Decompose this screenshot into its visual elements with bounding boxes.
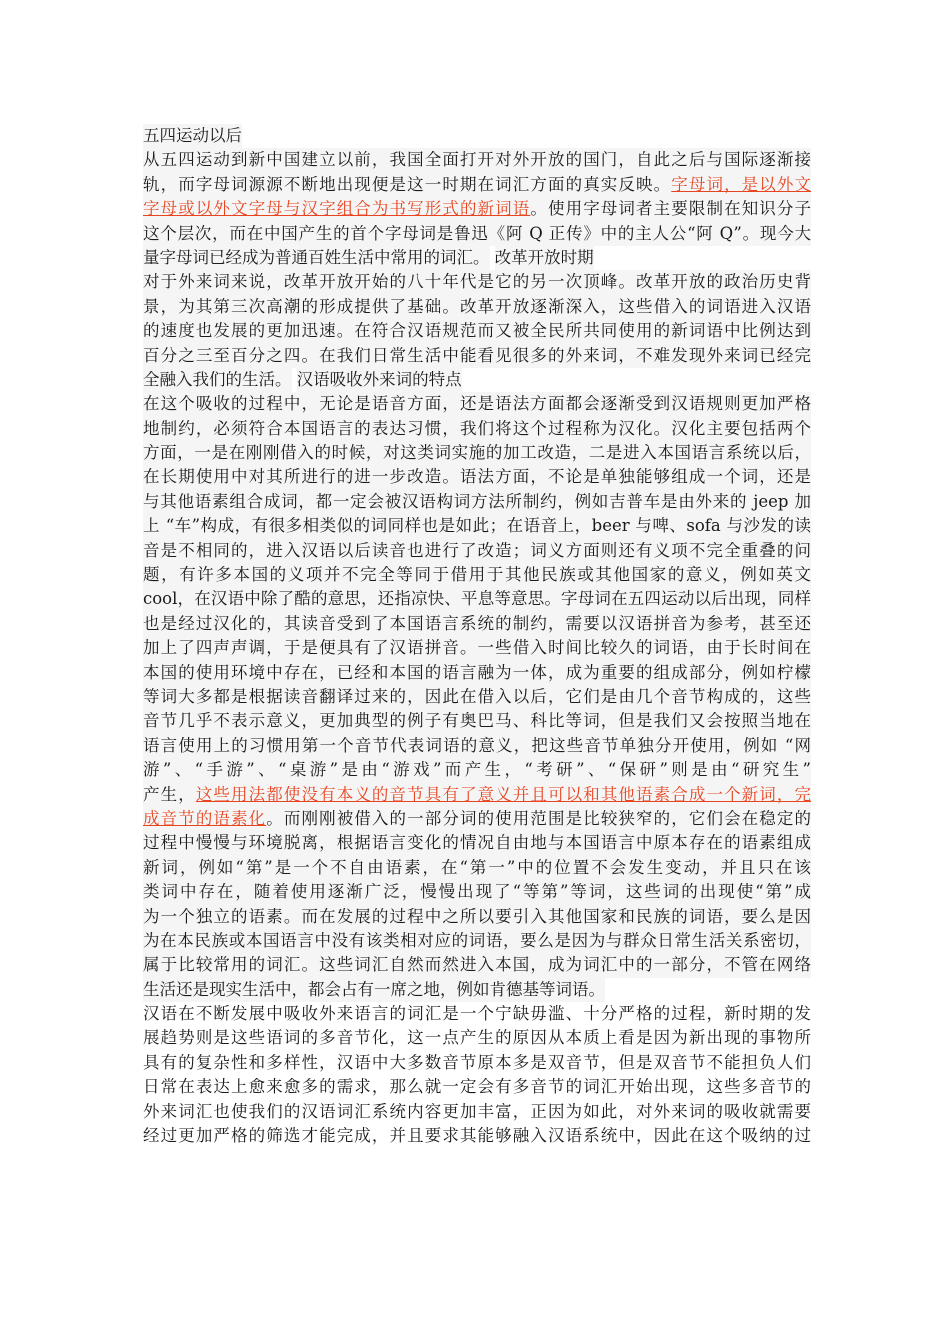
highlighted-sentence: 这些用法都使没有本义的音节具有了意义并且可以和其他语素合成一个新词，完 — [195, 784, 811, 804]
highlighted-definition: 字母或以外文字母与汉字组合为书写形式的新词语 — [143, 199, 531, 219]
text-run: 。而刚刚被借入的一部分词的使用范围是比较狭窄的，它们会在稳定的 — [266, 808, 811, 828]
document-body — [143, 124, 811, 1148]
paragraph-line: 在长期使用中对其所进行的进一步改造。语法方面，不论是单独能够组成一个词，还是 — [143, 465, 811, 489]
paragraph-line: 上 “车”构成，有很多相类似的词同样也是如此；在语音上，beer 与啤、sofa 与沙发的读 — [143, 514, 811, 538]
text-run: 轨，而字母词源源不断地出现便是这一时期在词汇方面的真实反映。 — [143, 174, 672, 194]
paragraph-line: 展趋势则是这些语词的多音节化，这一点产生的原因从本质上看是因为新出现的事物所 — [143, 1026, 811, 1050]
section-heading: 汉语吸收外来词的特点 — [297, 368, 462, 392]
paragraph-line: 汉语在不断发展中吸收外来语言的词汇是一个宁缺毋滥、十分严格的过程，新时期的发 — [143, 1002, 811, 1026]
paragraph-line: 加上了四声声调，于是便具有了汉语拼音。一些借入时间比较久的词语，由于长时间在 — [143, 636, 811, 660]
paragraph-line — [143, 783, 811, 807]
paragraph-line: 为一个独立的语素。而在发展的过程中之所以要引入其他国家和民族的词语，要么是因 — [143, 905, 811, 929]
paragraph-line: 游”、“手游”、“桌游”是由“游戏”而产生，“考研”、“保研”则是由“研究生” — [143, 758, 811, 782]
text-run: 。使用字母词者主要限制在知识分子 — [530, 199, 811, 219]
paragraph-line: 新词，例如“第”是一个不自由语素，在“第一”中的位置不会发生变动，并且只在该 — [143, 856, 811, 880]
paragraph-line — [143, 807, 811, 831]
paragraph-line: 全融入我们的生活。 — [143, 368, 292, 392]
paragraph-line: 为在本民族或本国语言中没有该类相对应的词语，要么是因为与群众日常生活关系密切， — [143, 929, 811, 953]
paragraph-line: 具有的复杂性和多样性，汉语中大多数音节原本多是双音节，但是双音节不能担负人们 — [143, 1051, 811, 1075]
paragraph-line: 对于外来词来说，改革开放开始的八十年代是它的另一次顶峰。改革开放的政治历史背 — [143, 270, 811, 294]
paragraph-line: 在这个吸收的过程中，无论是语音方面，还是语法方面都会逐渐受到汉语规则更加严格 — [143, 392, 811, 416]
paragraph-line: 地制约，必须符合本国语言的表达习惯，我们将这个过程称为汉化。汉化主要包括两个 — [143, 417, 811, 441]
highlighted-definition: 字母词，是以外文 — [671, 174, 811, 194]
paragraph-line: 本国的使用环境中存在，已经和本国的语言融为一体，成为重要的组成部分，例如柠檬 — [143, 661, 811, 685]
paragraph-line: cool，在汉语中除了酷的意思，还指凉快、平息等意思。字母词在五四运动以后出现，同样 — [143, 587, 811, 611]
text-run: 产生， — [143, 784, 196, 804]
paragraph-line: 从五四运动到新中国建立以前，我国全面打开对外开放的国门，自此之后与国际逐渐接 — [143, 148, 811, 172]
section-heading: 五四运动以后 — [143, 124, 242, 148]
paragraph-line: 生活还是现实生活中，都会占有一席之地，例如肯德基等词语。 — [143, 978, 605, 1002]
paragraph-line: 的速度也发展的更加迅速。在符合汉语规范而又被全民所共同使用的新词语中比例达到 — [143, 319, 811, 343]
paragraph-line: 过程中慢慢与环境脱离，根据语言变化的情况自由地与本国语言中原本存在的语素组成 — [143, 831, 811, 855]
section-heading: 改革开放时期 — [495, 246, 594, 270]
paragraph-line: 类词中存在，随着使用逐渐广泛，慢慢出现了“等第”等词，这些词的出现使“第”成 — [143, 880, 811, 904]
paragraph-line: 外来词汇也使我们的汉语词汇系统内容更加丰富，正因为如此，对外来词的吸收就需要 — [143, 1100, 811, 1124]
paragraph-line: 题，有许多本国的义项并不完全等同于借用于其他民族或其他国家的意义，例如英文 — [143, 563, 811, 587]
paragraph-line — [143, 173, 811, 197]
paragraph-line: 也是经过汉化的，其读音受到了本国语言系统的制约，需要以汉语拼音为参考，甚至还 — [143, 612, 811, 636]
paragraph-line: 等词大多都是根据读音翻译过来的，因此在借入以后，它们是由几个音节构成的，这些 — [143, 685, 811, 709]
paragraph-line: 景，为其第三次高潮的形成提供了基础。改革开放逐渐深入，这些借入的词语进入汉语 — [143, 295, 811, 319]
paragraph-line: 量字母词已经成为普通百姓生活中常用的词汇。 — [143, 246, 490, 270]
paragraph-line: 日常在表达上愈来愈多的需求，那么就一定会有多音节的词汇开始出现，这些多音节的 — [143, 1075, 811, 1099]
paragraph-line: 音是不相同的，进入汉语以后读音也进行了改造；词义方面则还有义项不完全重叠的问 — [143, 539, 811, 563]
paragraph-line: 百分之三至百分之四。在我们日常生活中能看见很多的外来词，不难发现外来词已经完 — [143, 344, 811, 368]
paragraph-line: 方面，一是在刚刚借入的时候，对这类词实施的加工改造，二是进入本国语言系统以后， — [143, 441, 811, 465]
paragraph-line — [143, 197, 811, 221]
paragraph-line: 音节几乎不表示意义，更加典型的例子有奥巴马、科比等词，但是我们又会按照当地在 — [143, 709, 811, 733]
paragraph-line: 语言使用上的习惯用第一个音节代表词语的意义，把这些音节单独分开使用，例如 “网 — [143, 734, 811, 758]
paragraph-line: 属于比较常用的词汇。这些词汇自然而然进入本国，成为词汇中的一部分，不管在网络 — [143, 953, 811, 977]
paragraph-line: 经过更加严格的筛选才能完成，并且要求其能够融入汉语系统中，因此在这个吸纳的过 — [143, 1124, 811, 1148]
paragraph-line: 这个层次，而在中国产生的首个字母词是鲁迅《阿 Q 正传》中的主人公“阿 Q”。现今大 — [143, 222, 811, 246]
paragraph-line: 与其他语素组合成词，都一定会被汉语构词方法所制约，例如吉普车是由外来的 jeep 加 — [143, 490, 811, 514]
highlighted-sentence: 成音节的语素化 — [143, 808, 267, 828]
